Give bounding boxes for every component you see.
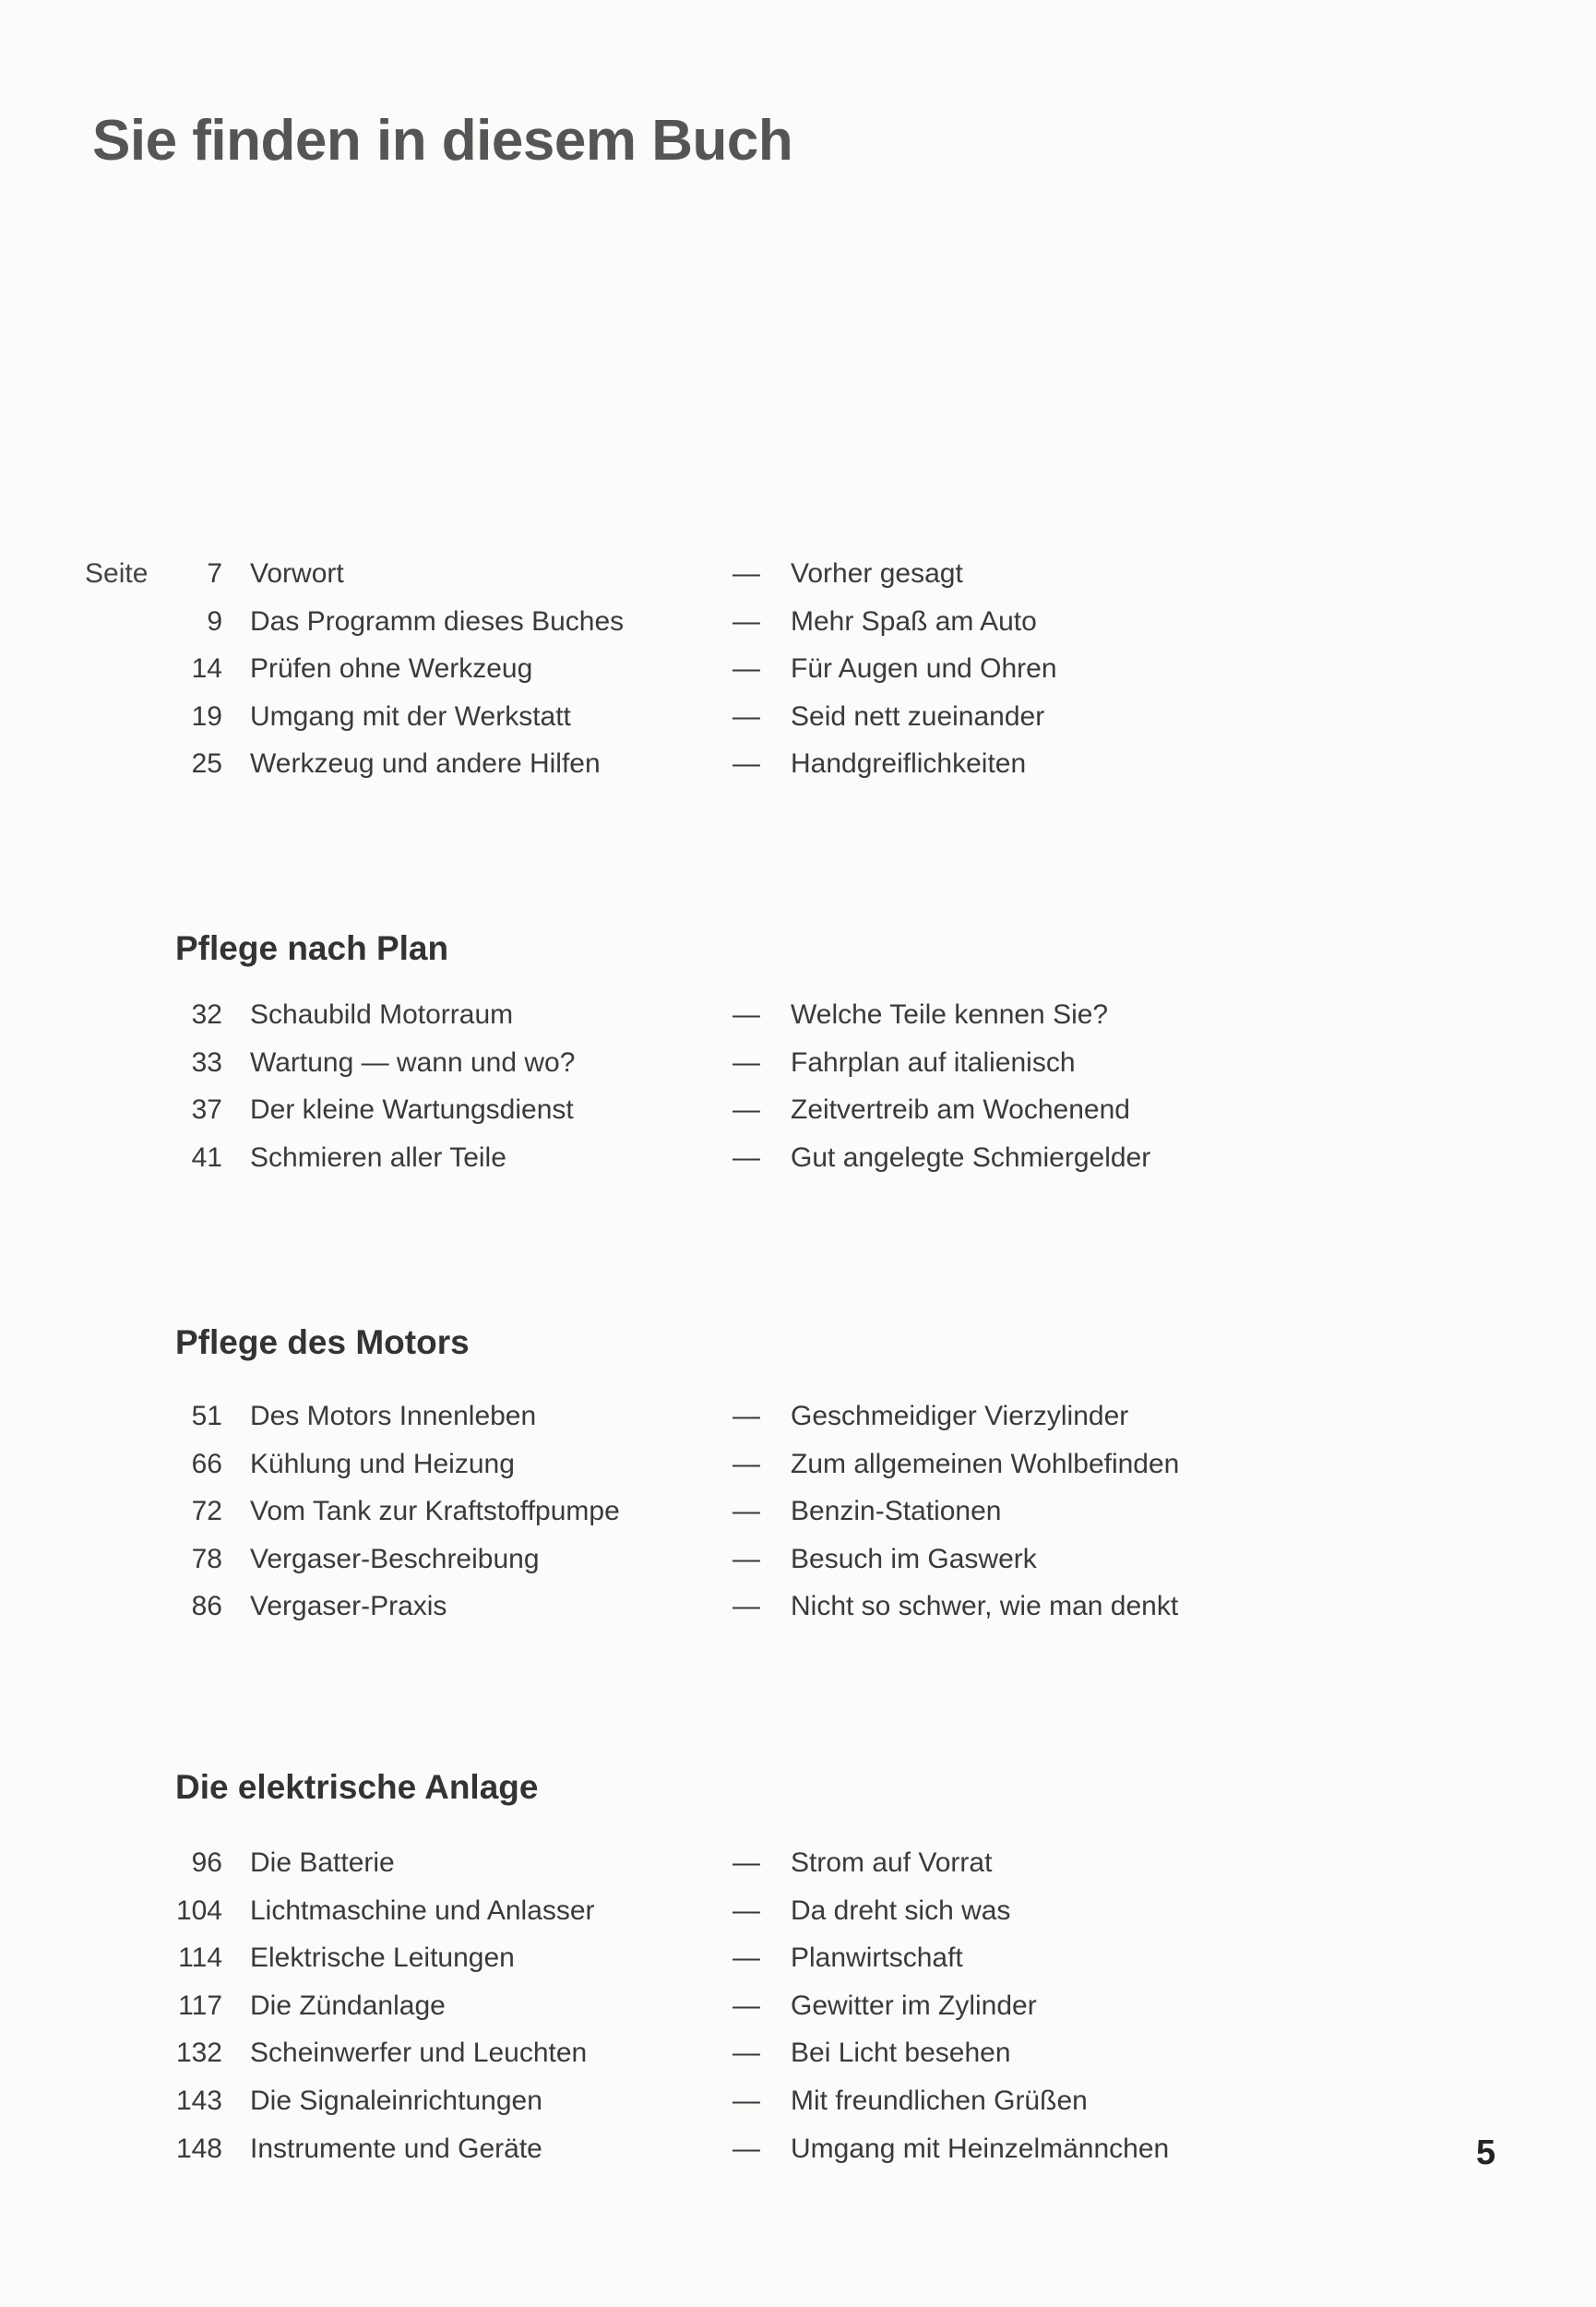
entry-subtitle: Geschmeidiger Vierzylinder xyxy=(791,1401,1129,1431)
toc-entry xyxy=(0,1934,1596,1982)
entry-subtitle: Vorher gesagt xyxy=(791,558,963,589)
entry-subtitle: Zum allgemeinen Wohlbefinden xyxy=(791,1448,1180,1479)
entry-page-number: 51 xyxy=(191,1401,222,1431)
toc-entry xyxy=(0,1887,1596,1935)
entry-page-number: 104 xyxy=(175,1895,222,1926)
toc-entry xyxy=(0,645,1596,693)
entry-title: Vergaser-Beschreibung xyxy=(250,1543,540,1574)
page-number: 5 xyxy=(1476,2134,1496,2172)
entry-subtitle: Handgreiflichkeiten xyxy=(791,748,1027,780)
entry-dash: — xyxy=(732,2133,760,2164)
toc-entry xyxy=(0,1039,1596,1087)
entry-subtitle: Seid nett zueinander xyxy=(791,700,1045,732)
toc-entry xyxy=(0,991,1596,1039)
toc-entry xyxy=(0,2029,1596,2077)
toc-entry xyxy=(0,1134,1596,1182)
section-entries xyxy=(0,991,1596,1181)
entry-title: Lichtmaschine und Anlasser xyxy=(250,1895,595,1926)
section-entries xyxy=(0,1393,1596,1631)
section-heading: Pflege nach Plan xyxy=(175,929,449,967)
seite-label: Seite xyxy=(85,558,149,589)
toc-entry xyxy=(0,1583,1596,1631)
entry-dash: — xyxy=(732,558,760,589)
entry-dash: — xyxy=(732,999,760,1030)
entry-title: Schaubild Motorraum xyxy=(250,999,514,1030)
entry-title: Vergaser-Praxis xyxy=(250,1591,447,1622)
entry-dash: — xyxy=(732,1142,760,1173)
entry-dash: — xyxy=(732,1448,760,1479)
entry-page-number: 78 xyxy=(191,1543,222,1574)
entry-subtitle: Welche Teile kennen Sie? xyxy=(791,999,1109,1030)
entry-title: Schmieren aller Teile xyxy=(250,1142,506,1173)
toc-entry xyxy=(0,550,1596,598)
entry-page-number: 86 xyxy=(191,1591,222,1622)
entry-title: Vom Tank zur Kraftstoffpumpe xyxy=(250,1496,620,1527)
entry-dash: — xyxy=(732,1990,760,2021)
entry-page-number: 96 xyxy=(191,1847,222,1878)
entry-dash: — xyxy=(732,1847,760,1878)
entry-dash: — xyxy=(732,700,760,732)
intro-entries xyxy=(0,550,1596,788)
toc-entry xyxy=(0,2077,1596,2125)
entry-dash: — xyxy=(732,1496,760,1527)
toc-entry xyxy=(0,1440,1596,1488)
entry-title: Instrumente und Geräte xyxy=(250,2133,542,2164)
entry-page-number: 143 xyxy=(175,2085,222,2116)
entry-title: Vorwort xyxy=(250,558,344,589)
entry-title: Scheinwerfer und Leuchten xyxy=(250,2038,588,2069)
entry-page-number: 41 xyxy=(191,1142,222,1173)
entry-subtitle: Gut angelegte Schmiergelder xyxy=(791,1142,1151,1173)
entry-dash: — xyxy=(732,2085,760,2116)
entry-title: Werkzeug und andere Hilfen xyxy=(250,748,601,780)
page-title: Sie finden in diesem Buch xyxy=(92,109,793,173)
entry-page-number: 32 xyxy=(191,999,222,1030)
entry-subtitle: Bei Licht besehen xyxy=(791,2038,1011,2069)
entry-subtitle: Mehr Spaß am Auto xyxy=(791,605,1037,637)
entry-title: Umgang mit der Werkstatt xyxy=(250,700,571,732)
entry-page-number: 33 xyxy=(191,1046,222,1078)
entry-subtitle: Umgang mit Heinzelmännchen xyxy=(791,2133,1170,2164)
entry-title: Die Zündanlage xyxy=(250,1990,446,2021)
entry-page-number: 148 xyxy=(175,2133,222,2164)
entry-dash: — xyxy=(732,653,760,685)
entry-title: Die Signaleinrichtungen xyxy=(250,2085,542,2116)
entry-page-number: 25 xyxy=(191,748,222,780)
toc-entry xyxy=(0,1086,1596,1134)
entry-page-number: 72 xyxy=(191,1496,222,1527)
entry-dash: — xyxy=(732,1094,760,1126)
entry-subtitle: Strom auf Vorrat xyxy=(791,1847,993,1878)
section-heading: Pflege des Motors xyxy=(175,1323,470,1361)
toc-entry xyxy=(0,693,1596,741)
entry-subtitle: Für Augen und Ohren xyxy=(791,653,1057,685)
toc-entry xyxy=(0,740,1596,788)
toc-entry xyxy=(0,1982,1596,2030)
entry-subtitle: Gewitter im Zylinder xyxy=(791,1990,1037,2021)
entry-subtitle: Nicht so schwer, wie man denkt xyxy=(791,1591,1179,1622)
entry-page-number: 117 xyxy=(178,1990,222,2021)
entry-page-number: 66 xyxy=(191,1448,222,1479)
entry-dash: — xyxy=(732,1591,760,1622)
section-heading: Die elektrische Anlage xyxy=(175,1768,539,1806)
entry-dash: — xyxy=(732,1942,760,1974)
entry-page-number: 14 xyxy=(191,653,222,685)
entry-title: Das Programm dieses Buches xyxy=(250,605,625,637)
entry-title: Wartung — wann und wo? xyxy=(250,1046,576,1078)
toc-entry xyxy=(0,598,1596,646)
entry-page-number: 37 xyxy=(191,1094,222,1126)
toc-entry xyxy=(0,1393,1596,1440)
entry-dash: — xyxy=(732,1401,760,1431)
entry-dash: — xyxy=(732,1543,760,1574)
entry-subtitle: Benzin-Stationen xyxy=(791,1496,1002,1527)
toc-entry xyxy=(0,2125,1596,2173)
entry-dash: — xyxy=(732,1046,760,1078)
entry-title: Der kleine Wartungsdienst xyxy=(250,1094,574,1126)
entry-title: Prüfen ohne Werkzeug xyxy=(250,653,533,685)
entry-page-number: 132 xyxy=(175,2038,222,2069)
entry-subtitle: Fahrplan auf italienisch xyxy=(791,1046,1076,1078)
entry-page-number: 9 xyxy=(207,605,222,637)
section-entries xyxy=(0,1839,1596,2172)
entry-title: Die Batterie xyxy=(250,1847,395,1878)
entry-dash: — xyxy=(732,1895,760,1926)
entry-subtitle: Mit freundlichen Grüßen xyxy=(791,2085,1088,2116)
toc-entry xyxy=(0,1536,1596,1584)
entry-title: Des Motors Innenleben xyxy=(250,1401,537,1431)
entry-dash: — xyxy=(732,605,760,637)
entry-page-number: 114 xyxy=(178,1942,222,1974)
toc-entry xyxy=(0,1488,1596,1536)
entry-dash: — xyxy=(732,2038,760,2069)
entry-dash: — xyxy=(732,748,760,780)
entry-page-number: 19 xyxy=(191,700,222,732)
entry-title: Kühlung und Heizung xyxy=(250,1448,515,1479)
entry-title: Elektrische Leitungen xyxy=(250,1942,515,1974)
entry-subtitle: Zeitvertreib am Wochenend xyxy=(791,1094,1130,1126)
entry-subtitle: Planwirtschaft xyxy=(791,1942,963,1974)
entry-page-number: 7 xyxy=(207,558,222,589)
entry-subtitle: Besuch im Gaswerk xyxy=(791,1543,1037,1574)
toc-entry xyxy=(0,1839,1596,1887)
entry-subtitle: Da dreht sich was xyxy=(791,1895,1011,1926)
